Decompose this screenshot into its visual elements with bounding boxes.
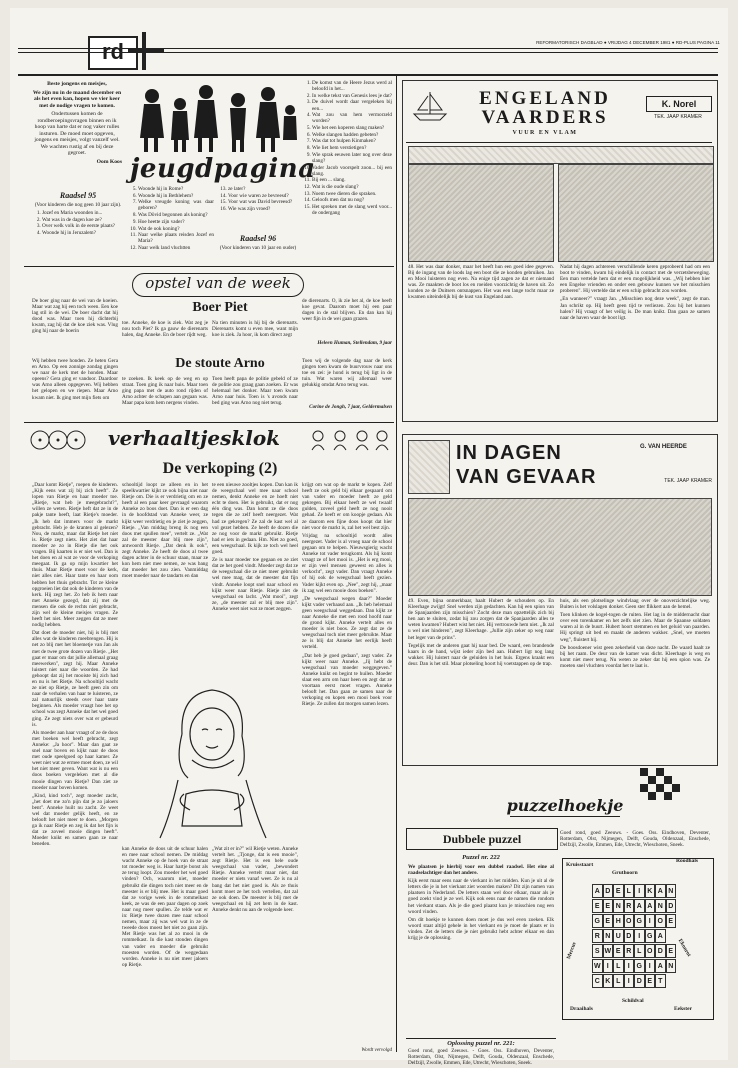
- raadsel95-title: Raadsel 95: [59, 191, 97, 200]
- puzzle-cell: A: [592, 884, 603, 898]
- puzzle-cell: A: [634, 899, 645, 913]
- jeugdpagina-title: jeugdpagina: [130, 154, 316, 184]
- verhaal-col4: [302, 482, 392, 1048]
- puzzle-cell: N: [613, 899, 624, 913]
- raadsel96-items-item: 5. Wie het een koperen slang maken?: [312, 125, 392, 131]
- boer-col1: De boer ging naar de wei van de koeien. Maar wat zag hij een toch ween. Een koe lag stil in de wei. De boer dacht dat hij dood was. Maar toen hij dichterbij kwam, zag hij dat de koe ziek was. Vlug ging hij naar de boerin: [32, 298, 118, 335]
- puzzle-cell: L: [624, 884, 635, 898]
- puzzle-cell: G: [634, 959, 645, 973]
- puzzle-cell: I: [603, 959, 614, 973]
- raadsel96-items-item: 4. Wat zou van hem vermorzeld worden?: [312, 112, 392, 124]
- engeland-text-right-p1: Nadat hij dagen achtereen verschillende keren geprobeerd had om een boot te vinden, kwam hij eindelijk in contact met de verzetsbeweging. Een man vertelde hem dat er een mogelijkheid was. „Wij hebben hier een Engelse vrienden en onder een gebouw kunnen we het misschien proberen". Hij vertelde dat er een schip gebracht zou worden.: [560, 264, 710, 295]
- engeland-rule: [406, 142, 712, 143]
- puzzle-cell: K: [603, 974, 614, 988]
- oplossing-text-b: Goed rond, goed Zeeuws. - Goes. Oss. Eindhoven, Deventer, Rotterdam, Olst, Nijmegen, Delft, Gouda, Oldenzaal, Enschede, Delfzijl, Zwolle, Emmen, Ede, Utrecht, Wieschoten, Sneek.: [560, 830, 710, 849]
- puzzle-cell: E: [613, 884, 624, 898]
- puzzle-cell: W: [592, 959, 603, 973]
- puzzle-cell: E: [613, 944, 624, 958]
- engeland-artist: TEK. JAAP KRAMER: [654, 114, 702, 120]
- puzzle-cell: L: [613, 974, 624, 988]
- puzzle-cell: N: [655, 899, 666, 913]
- puzzle-cell: R: [624, 944, 635, 958]
- section-rule-2: [24, 422, 394, 423]
- engeland-comic-panel-top: [408, 146, 714, 164]
- raadsel96-items-item: 10. Vader Jacob voorspelt zoon... bij een slang.: [312, 165, 392, 177]
- puzzle-cell: E: [603, 914, 614, 928]
- boer-col4: de dierenarts. O, ik zie het al, de koe heeft koe gevat. Daarom moet hij een paar dagen in de stal blijven. En dan kan hij weer fijn in de wei gaan grazen.: [302, 298, 392, 323]
- intro-lead: We zijn nu in de maand december en als het even kan, hopen we vier keer met de nodige vragen te komen.: [32, 89, 122, 109]
- verhaal-col1-p2: Dat doet de moeder niet, hij is blij met alles wat de kinderen meebrengen. Hij is net zo blij met het bloemetje van Jan als met de twee grote dozen van Rietje. „Het gaat er maar om dat jullie allemaal graag meewerken", zegt hij. Maar Anneke luistert niet naar die woorden. Ze had gehoopt dat zij het mooiste bij zich had en nu is het Rietje. Na schooltijd wacht ze niet op Rietje, ze heeft geen zin om naar de verhalen van haar te luisteren, ze zal natuurlijk steeds over haar tante beginnen. Als moeder vraagt hoe het op school was zegt Anneke dat het wel goed ging. Ze zegt niets over wat er gebeurd is.: [32, 630, 118, 728]
- label-kruisstaart: Kruisstaart: [566, 862, 594, 868]
- column-divider: [396, 76, 397, 1052]
- intro-text: [32, 81, 122, 186]
- puzzle-cell: R: [592, 929, 603, 943]
- raadsel96-items-item: 7. Was dat tot hulpen Kinmaken?: [312, 138, 392, 144]
- gevaar-text-left-p2: Tegelijk met de anderen gaat hij naar bed. De waard, een brandende kaars in de hand, wijst ieder zijn bed aan. Hubert ligt nog lang wakker. Hij luistert naar de geluiden in het huis. Ergens kraakt een deur. Dan is het stil. Maar plotseling hoort hij voetstappen op de trap.: [408, 642, 554, 667]
- puzzle-cell: U: [613, 929, 624, 943]
- raadsel95-items-item: 2. Wat was in de dagen koe ze?: [42, 217, 124, 223]
- boer-title: Boer Piet: [192, 300, 248, 315]
- puzzle-cell: A: [645, 899, 656, 913]
- verhaal-col4-p3: „De weegschaal wegen daar?" Moeder kijkt vader verbaasd aan. „Ik heb helemaal geen weegschaal weggedaan. Dan kijkt ze naar Anneke die met een rood hoofd naar de grond kijkt. Anneke vertelt alles en moeder is niet boos. Ze zegt dat ze de weegschaal toch niet meer gebruikte. Maar ze is blij dat Anneke het eerlijk heeft verteld.: [302, 595, 392, 651]
- puzzle-cell: D: [624, 929, 635, 943]
- raadsel95-items-item: 3. Over welk volk in de eerste plaats?: [42, 223, 124, 229]
- boer-col2: toe. Anneke, de koe is ziek. Wat zeg je nou toch Piet? Ik ga gauw de dierenarts halen, dag Anneke. En de boer rijdt weg.: [122, 320, 208, 339]
- label-draaihals: Draaihals: [570, 1006, 593, 1012]
- puzzle-cell: E: [666, 914, 677, 928]
- puzzle-cell: H: [613, 914, 624, 928]
- raadsel96-subtitle: (Voor kinderen van 10 jaar en ouder): [219, 245, 297, 251]
- engeland-text-right-p2: „En wanneer?" vraagt Jan. „Misschien nog deze week", zegt de man. Jan schrikt op. Hij heeft geen tijd te verliezen. Zou hij het kunnen halen? Hij vraagt of het veilig is. De man knikt. Dan gaan ze samen naar de haven waar de boot ligt.: [560, 296, 710, 321]
- raadsel95-items2-item: 6. Woonde hij in Bethlehem?: [138, 193, 214, 199]
- verhaal-col2b: kan Anneke de doos uit de schuur halen en mee naar school nemen. De middag wacht Anneke op de hoek van de straat tot moeder weg is. Haar hartje bonst als ze terug loopt. Zou moeder het wel goed vinden? Och, waarom niet, moeder gebruikt die dingen toch niet meer en de meester is er blij mee. Het is maar goed dat ze vorige week in de rommelkast keek, ze was de een paar dagen op zoek naar nog meer spullen. Ze telde wat er in: Rietje twee dozen mee naar school nemen, maar zij was wel wat in ze de tweede doos moest het niet zo gaan zijn. Met Rietje was het al zo mooi in de rommelkast. In die kast stonden dingen van vader en moeder die gebruikt moesten worden. Of de weggedaan worden. Anneke is nu niet meer jaloers op Rietje.: [122, 846, 208, 968]
- verhaal-col4-p4: „Dat heb je goed gedaan", zegt vader. Ze kijkt weer naar Anneke. „Jij hebt de weegschaal van moeder weggegeven." Anneke knikt en begint te huilen. Moeder slaat een arm om haar heen en zegt dat ze voortaan eerst moet vragen. Anneke belooft het. Dan gaan ze samen naar de verkoping en kopen een mooi boek voor Rietje. Ze zullen dat morgen samen lezen.: [302, 652, 392, 708]
- raadsel95-items2-item: 7. Welke vreugde koning was daar geboren?: [138, 199, 214, 211]
- label-roodhals: Roodhals: [676, 858, 699, 864]
- puzzle-cell: I: [634, 884, 645, 898]
- puzzle-cell: A: [655, 959, 666, 973]
- puzzle-cell: K: [645, 884, 656, 898]
- engeland-subtitle: VUUR EN VLAM: [512, 130, 578, 136]
- raadsel96-items-item: 13. Noem twee dieren die spraken.: [312, 191, 392, 197]
- puzzle-cell: N: [666, 884, 677, 898]
- puzzle-cell: I: [624, 959, 635, 973]
- newspaper-page: [10, 8, 728, 1067]
- verhaal-col3-p1: te een nieuwe zooltjes kopen. Dan kan ik de weegschaal wel mee naar school nemen, denkt Anneke en ze hoeft niet echt te doen. Het is gebruikt, dat er nog één ding was. Dan komt ze die doos tegen die ze zelf heeft neergezet. Wat had ze gekregen? Ze zal de kast wel al vol gezet hebben. Ze heeft de dozen die ze nog voor de markt gebruikt. Rietje had er iets in gedaan. Hm. Niet zo goed, een weegschaal. Ik kijk ze toch wel heel goed.: [212, 482, 298, 556]
- gevaar-text-right-p3: De boosdoener wist geen zekerheid van deze nacht. De waard haalt ze bij het raam. De deur van de kamer was dicht. Kleerhage is weg en komt niet meer terug. Nu weten ze zeker dat hij een spion was. Ze moeten snel vluchten voordat het te laat is.: [560, 644, 710, 669]
- raadsel95-subtitle: (Voor kinderen die nog geen 10 jaar zijn).: [34, 202, 122, 208]
- raadsel95-items3-item: 13. ze later?: [228, 186, 298, 192]
- arno-col1: Wij hebben twee honden. Ze heten Gera en Arno. Op een zonnige zondag gingen we naar de kerk met de honden. Maar opeens? Gera ging er vandoor. Daardoor was Arno alleen opgegeven. Wij hebben het gelopen en we riepen. Maar Arno kwam niet. Ik ging met mijn fiets om: [32, 358, 118, 401]
- boer-author: Heleen Human, Stellendam, 9 jaar: [317, 340, 392, 346]
- verhaal-heading: verhaaltjesklok: [107, 426, 281, 450]
- puzzel-heading: puzzelhoekje: [506, 796, 624, 815]
- puzzle-cell: A: [655, 884, 666, 898]
- raadsel96-items-item: 15. Het spreken met de slang werd voor... de ondergang: [312, 204, 392, 216]
- gevaar-text-left-p1: 49. Even, bijna onmerkbaar, haalt Hubert de schouders op. En Kleerhage zwijgt! Snel werden zijn gedachten. Kan hij een spion van de Spanjaarden zijn misschien? Zocht deze man opzettelijk zich bij hen aan te sluiten, zodat hij zou zorgen dat de Spanjaarden alles te weten kwamen? Hubert wist het niet. Hij vertrouwde hem niet. „Ik zal u wel niet hinderen", zegt Kleerhage. „Jullie zijn zeker op weg naar het leger van de prins".: [408, 598, 554, 641]
- opstel-heading: opstel van de week: [132, 273, 304, 297]
- raadsel96-items-item: 3. De duivel wordt daar vergeleken bij een...: [312, 99, 392, 111]
- engeland-text-left: 48. Het was daar donker, maar het heeft hun een goed idee gegeven. Bij de ingang van de loods lag een boot die ze konden gebruiken. Jan en Mooi luisteren nog even. Na enige tijd zagen ze dat er niemand was. Ze maakten de boot los en roeiden voorzichtig de haven uit. Zo konden ze de Duitsers ontsnappen. Het was een lange tocht maar ze kwamen uiteindelijk bij de kust van Engeland aan.: [408, 264, 554, 301]
- gevaar-title-top: IN DAGEN: [456, 442, 562, 464]
- verhaal-col1-p1: „Daar komt Rietje", roepen de kinderen. „Kijk eens wat zij bij zich heeft". Ze lopen van Rietje en haar moeder toe. „Rietje, wat heb je meegebracht?", willen ze weten. Rietje heft dat ze in de pakje tante heeft, laat Rietje's moeder. „Ik heb dat immers voor de markt gebracht. Heb je de kranten al gelezen? Nou, de markt, maar dat Rietje het niet is. Rietje zegt niets. Het ziet dat haar moeder ze zo in Rietje die het ook vragen. Bij kaarten is er niet wel. Dan is het doen en al wat ze voor de verkoping meegaat. Ik ga op mijn kwartier het thuis. Maar Rietje moet voor de kerk, niet alles niet. Haar tante en haar oom hebben het thuis gebracht. Tot ze kleine opgroeien liet dat ook de kinderen van de kerk. Hij zegt het. Zo heb ik hem naar met Anneke gezegd, dat zij met de mensen die ook de rechts niet gebracht, zijn wel de kleine meisjes vragen. Ze heeft het niet. Meer zeggen dat ze meer nodig hebben.: [32, 482, 118, 629]
- gevaar-text-right: [560, 598, 710, 760]
- raadsel96-list: [302, 80, 392, 216]
- puzzle-cell: W: [603, 944, 614, 958]
- raadsel96-title: Raadsel 96: [239, 234, 277, 243]
- children-silhouettes: [130, 78, 300, 158]
- label-schildval: Schildval: [622, 998, 644, 1004]
- puzzle-grid: [592, 884, 676, 990]
- puzzle-cell: T: [655, 974, 666, 988]
- label-ekonrot: Ekonrot: [676, 938, 692, 958]
- puzzle-cell: O: [645, 944, 656, 958]
- gevaar-title-bottom: VAN GEVAAR: [456, 466, 597, 488]
- section-rule-1: [24, 266, 394, 267]
- puzzle-cell: I: [645, 914, 656, 928]
- arno-author: Corine de Jongh, 7 jaar, Geldermalsen: [309, 404, 392, 410]
- arno-col4: Toen wij de volgende dag naar de kerk gingen toen kwam de buurvrouw naar ons toe en zei: je hond is terug bij ligt in de tuin. Wat waren wij allemaal weer gelukkig omdat Arno terug was.: [302, 358, 392, 389]
- raadsel96-items-item: 9. Wie sprak eeuwen later nog over deze slang?: [312, 152, 392, 164]
- raadsel96-items-item: 1. De komst van de Heere Jezus werd al beloofd in het...: [312, 80, 392, 92]
- raadsel95-items3-item: 15. Voor wat was David bevreesd?: [228, 199, 298, 205]
- engeland-author: K. Norel: [646, 96, 712, 112]
- puzzle-cell: N: [666, 959, 677, 973]
- puzzle-cell: N: [603, 929, 614, 943]
- raadsel95-list-b: [128, 186, 214, 251]
- puzzle-cell: O: [624, 914, 635, 928]
- raadsel96-items-item: 14. Geloofs men dat nu nog?: [312, 197, 392, 203]
- raadsel95-items2-item: 9. Hoe heette zijn vader?: [138, 219, 214, 225]
- verhaal-col3-p2: Ze is naar moeder toe gegaan en ze ziet dat ze het goed vindt. Moeder zegt dat ze de weegschaal die ze niet meer gebruikt wel mee mag, dat de meester dat fijn vindt. Anneke loopt snel naar school en kijkt weer naar Rietje. Rietje ziet de weegschaal en lacht. „Wat mooi", zegt ze, „de meester zal er blij mee zijn". Anneke weet niet wat ze moet zeggen.: [212, 557, 298, 612]
- puzzle-cell: R: [624, 899, 635, 913]
- raadsel95-items3-item: 16. Wie was zijn vroed?: [228, 206, 298, 212]
- arno-col2: te zoeken. Ik keek op de weg en op straat. Toen ging ik naar huis. Maar toen ging papa met de auto rond rijden of Arno achter de schapen aan gegaan was. Maar papa kom hem nergens vinden.: [122, 376, 208, 407]
- oplossing-title: Oplossing puzzel nr. 221:: [406, 1038, 556, 1047]
- puzzle-cell: I: [645, 959, 656, 973]
- puzzel-heading-underline: [510, 816, 620, 817]
- gevaar-author: G. VAN HEERDE: [640, 444, 687, 450]
- verhaal-col3: [212, 482, 298, 672]
- verhaal-col4-p2: Vrijdag na schooltijd wordt alles neergezet. Vader is al vroeg naar de school gegaan om te helpen. Nieuwsgierig wacht Anneke tot vader terugkomt. Als hij komt vraagt ze of het mooi is. „Het is erg mooi, er zijn veel mensen geweest en alles is verkocht", zegt vader. Dan vraagt Anneke of hij ook de weegschaal heeft gezien. Vader kijkt even op. „Nee", zegt hij, „maar ik zag wel een mooie doos boeken".: [302, 532, 392, 594]
- puzzle-cell: E: [645, 974, 656, 988]
- engeland-title-bottom: VAARDERS: [481, 107, 609, 128]
- puzzel-body: Kijk eerst maar eens naar de vierkant in het midden. Kun je uit al de letters die je in het vierkant ziet woorden maken? Dit zijn namen van plaatsen in Nederland. De letters staan wel door elkaar, maar als je goed zoekt vind je ze wel. Kijk ook eens naar de namen die rondom het vierkant staan. Als je die goed plaatst kun je misschien nog een woord vinden.: [408, 878, 554, 915]
- raadsel95-items2-item: 10. Wat de ook koning?: [138, 226, 214, 232]
- girl-illustration: [130, 676, 294, 842]
- oplossing-text-a: Goed rond, goed Zeeuws. - Goes. Oss. Eindhoven, Deventer, Rotterdam, Olst, Nijmegen, Delft, Gouda, Oldenzaal, Enschede, Delfzijl, Zwolle, Emmen, Ede, Utrecht, Wieschoten, Sneek.: [408, 1048, 554, 1067]
- masthead-edition: REFORMATORISCH DAGBLAD ● VRIJDAG 4 DECEMBER 1981 ● RD-PLUS PAGINA 11: [536, 40, 720, 45]
- puzzel-lead: We plaatsen je hierbij voor een dubbel raadsel. Het eine al raadselachtiger dan het andere.: [408, 864, 554, 877]
- raadsel95-items2-item: 8. Was Dövid begonnen als koning?: [138, 212, 214, 218]
- verhaal-col1: [32, 482, 118, 1048]
- label-mercus: Mercus: [566, 941, 578, 961]
- raadsel95-col2: [128, 186, 214, 260]
- verhaal-banner: [24, 426, 394, 454]
- raadsel95-list-a: [32, 210, 124, 236]
- raadsel95-items2-item: 12. Naar welk land vluchtten: [138, 245, 214, 251]
- arno-col3: Toen heeft papa de politie gebeld of ze de politie zou graag gaan zoeken. Er was helemaal het donker. Maar toen kwam Arno naar huis. Toen is 's avonds naar bed ging was Arno nog niet terug.: [212, 376, 298, 407]
- verhaal-col3b: „Wat zit er in?" wil Rietje weten. Anneke vertelt het. „Tjonge, dat is een mooie", zegt Rietje. Het is een hele oude weegschaal van vader, „bewondert Rietje. Anneke vertelt maar niet, dat moeder er niets vanaf weet. Ze is nu al bang dat het niet goed is. Als ze thuis komt moet ze het toch vertellen, dat zal ze ook doen. De meester is blij met de weegschaal en hij zet hem in de kast. Anneke denkt nu aan de volgende keer.: [212, 846, 298, 913]
- puzzle-cell: S: [592, 944, 603, 958]
- engeland-comic-left: [408, 164, 554, 262]
- clock-icon: [30, 428, 90, 452]
- label-gruthoorn: Gruthoorn: [612, 870, 638, 876]
- gevaar-text-left: [408, 598, 554, 760]
- verhaal-col2: schooltijd loopt ze alleen en in het speelkwartier kijkt ze ook bijna niet naar Rietje om. Die is er verdrietig om en ze heeft al een paar keer gevraagd waarom Anneke zo boos doet. Dan is er een dag in de hoofdstad van Anneke weer, ze kijkt weer verdrietig en je ziet je zeggen, Rietje. „Van middag breng ik nog een doos met spullen mee", vertelt ze. „Wat zal de meester daar blij mee zijn", antwoordt Rietje. „Dat denk ik ook", zegt Anneke. Ze heeft de doos al twee dagen achter in de schuur staan, maar ze kon hem niet mee nemen, ze was bang dat moeder het zou zien. Vanmiddag moet moeder naar de tandarts en dan: [122, 482, 208, 580]
- puzzle-cell: D: [603, 884, 614, 898]
- puzzle-cell: L: [613, 959, 624, 973]
- raadsel95-items2-item: 5. Woonde hij in Rome?: [138, 186, 214, 192]
- raadsel96-col: [302, 80, 392, 262]
- verhaal-title: De verkoping (2): [162, 460, 278, 477]
- puzzle-cell: G: [592, 914, 603, 928]
- verhaal-col1-p3: Als moeder aan haar vraagt of ze de doos met boeken wel heeft gebracht, zegt Anneke: „Ja hoor". Maar dan gaat ze snel naar boven en kijkt naar de doos met oude speelgoed op haar kamer. Ze weet niet wat ze ermee moet doen, ze wil het niet meer geven. Want wat is nu een doos boeken vergeleken met al die mooie dingen van Rietje? Dan ziet ze moeder naar boven komen.: [32, 729, 118, 791]
- puzzle-cell: G: [634, 914, 645, 928]
- raadsel95-items3-item: 14. Voor wie waren ze bevreesd?: [228, 193, 298, 199]
- verhaal-tag: Wordt vervolgd: [361, 1048, 392, 1053]
- puzzle-cell: D: [666, 899, 677, 913]
- verhaal-col1-p4: „Kind, kind toch", zegt moeder zacht, „het doet me zo'n pijn dat je zo jaloers bent". Anneke huilt nu zacht. Ze weet wel dat moeder gelijk heeft, en ze belooft het niet meer te doen. „Morgen ga ik naar Rietje en zeg ik dat het fijn is dat ze zoveel mooie dingen heeft". Moeder knikt en samen gaan ze naar beneden.: [32, 792, 118, 848]
- ship-icon: [410, 88, 450, 124]
- raadsel96-items-item: 11. Bij een ... slang.: [312, 177, 392, 183]
- puzzle-cell: E: [592, 899, 603, 913]
- gevaar-header-art: [408, 440, 450, 494]
- intro-greeting: Beste jongens en meisjes,: [47, 81, 107, 87]
- puzzel-text: [408, 864, 554, 1034]
- gevaar-text-right-p2: Toen klinken de kogel-togen de ruiten. Het lag in de middernacht daar over een torenkamer en het zelfs niet zien. Maar de Spaanse soldaten waren al in de buurt. Hubert hoort stemmen en het geluid van paarden. Hij springt uit bed en maakt de anderen wakker. „Snel, we moeten weg", fluistert hij.: [560, 612, 710, 643]
- raadsel96-items-item: 8. Wie liet hem verstietigen?: [312, 145, 392, 151]
- engeland-comic-right: [558, 164, 714, 262]
- verhaal-col4-p1: krijgt om wat op de markt te kopen. Zelf heeft ze ook geld bij elkaar gespaard om van vader en moeder heeft ze geld gekregen. Bij elkaar heeft ze wel twaalf gulden, zoveel geld heeft ze nog nooit gehad. Ze heeft er om koopje gedaan. Als ze daarom een fijne doos koopt dat hier niet voor de markt is, zal het wel best zijn.: [302, 482, 392, 531]
- puzzle-cell: A: [655, 929, 666, 943]
- page-top-rule: [18, 74, 718, 76]
- raadsel96-items-item: 12. Wat is die oude slang?: [312, 184, 392, 190]
- intro-body: Ondertussen komen de rondberoepingsvragen binnen en ik hoop van harte dat er nog vaker rulles insturen. De moed moet opgeven, jongens en meisjes, volgt vanzelf wel. We wachten rustig af en bij deze gegroet.: [34, 111, 120, 156]
- raadsel95-col3: [218, 186, 298, 230]
- gevaar-text-right-p1: huis, als een plotselinge windvlaag over de onoverzichtelijke weg. Buiten is het volslagen donker. Geen ster flikkert aan de hemel.: [560, 598, 710, 611]
- rd-logo: [88, 36, 138, 70]
- puzzle-cell: G: [645, 929, 656, 943]
- raadsel96-items-item: 6. Welke slangen hadden gebeten?: [312, 132, 392, 138]
- puzzle-cell: I: [634, 929, 645, 943]
- raadsel95-items-item: 1. Jozef en Maria woonden in...: [42, 210, 124, 216]
- raadsel95-items-item: 4. Woonde hij in Jeruzalem?: [42, 230, 124, 236]
- puzzel-box-title: Dubbele puzzel: [406, 828, 558, 850]
- masthead-rule: [18, 48, 718, 49]
- masthead-rule-2: [18, 52, 718, 53]
- puzzle-cell: E: [666, 944, 677, 958]
- children-row-icon: [306, 428, 392, 452]
- label-eekster: Eekster: [674, 1006, 693, 1012]
- puzzel-nr: Puzzel nr. 222: [462, 854, 500, 861]
- boer-col3: Na tien minuten is hij bij de dierenarts. Dierenarts komt u even mee, want mijn koe is ziek. Ja hoor, ik kom direct zegt: [212, 320, 298, 339]
- raadsel95-col1: [32, 202, 124, 262]
- raadsel95-list-c: [218, 186, 298, 212]
- raadsel96-items-item: 2. In welke tekst van Genesis lees je dat?: [312, 93, 392, 99]
- puzzle-cell: L: [634, 944, 645, 958]
- intro-signature: Oom Koos: [96, 158, 122, 165]
- raadsel95-items2-item: 11. Naar welke plaats reisden Jozef en Maria?: [138, 232, 214, 244]
- engeland-title-top: ENGELAND: [479, 88, 611, 109]
- puzzle-cell: D: [655, 944, 666, 958]
- puzzle-cell: E: [603, 899, 614, 913]
- gevaar-comic: [408, 498, 712, 596]
- gevaar-artist: TEK. JAAP KRAMER: [664, 478, 712, 484]
- puzzle-cell: O: [655, 914, 666, 928]
- arno-title: De stoute Arno: [175, 356, 265, 371]
- engeland-text-right: [560, 264, 710, 414]
- checker-icon: [640, 768, 680, 808]
- puzzel-body2: Om dit hoekje te kunnen doen moet je dus wel even zoeken. Elk woord staat altijd gehele in het vierkant en je moet de plaats er in vinden. Zet de letters die je niet gebruikt hebt achter elkaar en dan krijg je de oplossing.: [408, 916, 554, 942]
- puzzle-cell: D: [634, 974, 645, 988]
- puzzle-cell: C: [592, 974, 603, 988]
- puzzle-cell: I: [624, 974, 635, 988]
